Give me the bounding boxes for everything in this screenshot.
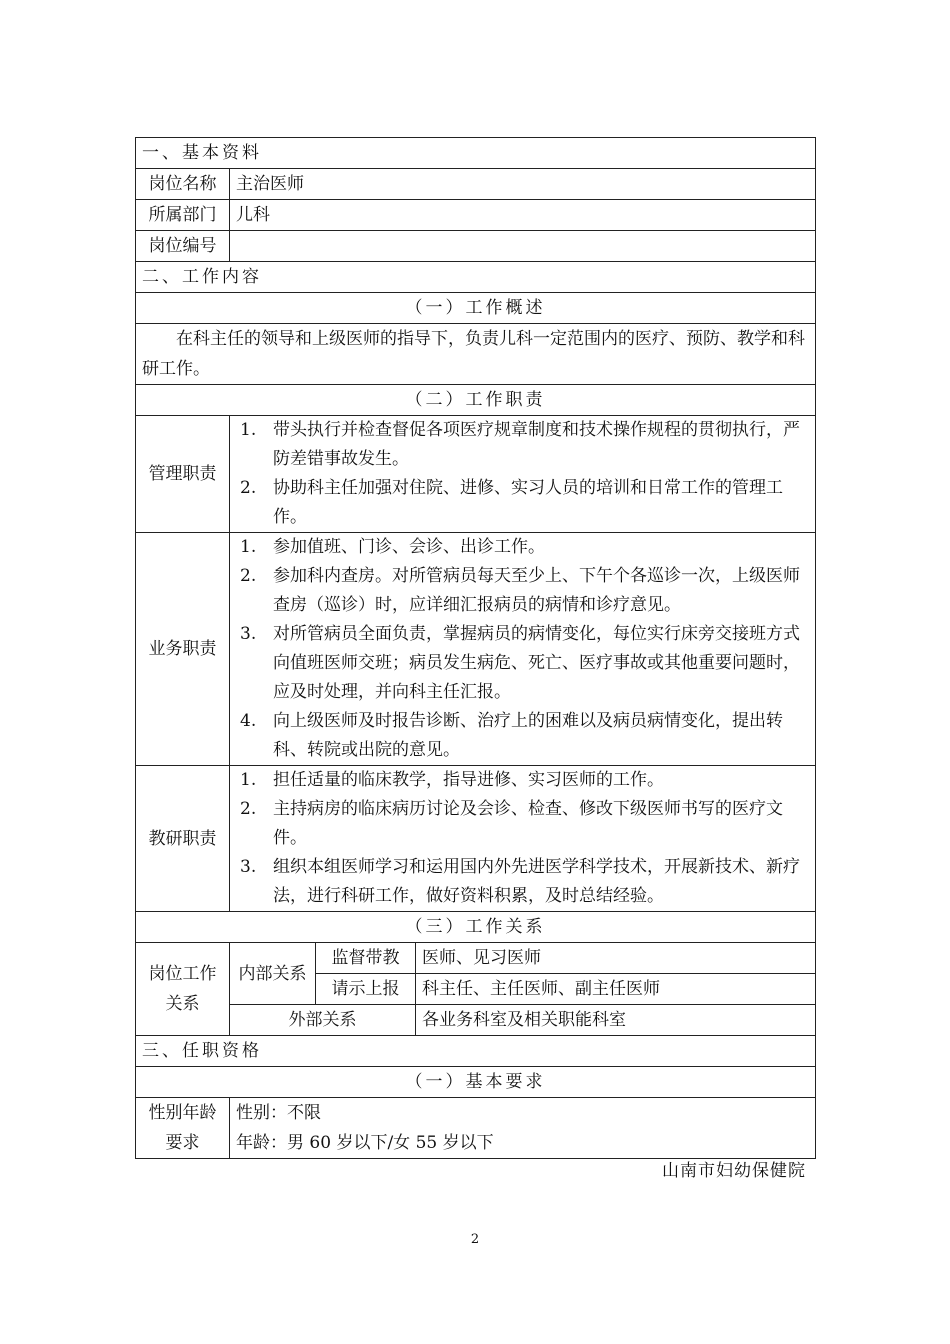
job-description-table bbox=[135, 137, 816, 1159]
list-item: 3. 对所管病员全面负责，掌握病员的病情变化，每位实行床旁交接班方式向值班医师交班；病员发生病危、死亡、医疗事故或其他重要问题时，应及时处理，并向科主任汇报。 bbox=[240, 624, 800, 702]
business-duties-cell bbox=[230, 533, 816, 766]
organization-name: 山南市妇幼保健院 bbox=[662, 1161, 806, 1181]
qualification-heading-row bbox=[136, 1036, 816, 1067]
management-duties-list bbox=[236, 416, 809, 532]
job-number-row bbox=[136, 231, 816, 262]
job-title-label: 岗位名称 bbox=[136, 169, 230, 200]
job-number-value bbox=[230, 231, 816, 262]
research-duties-row bbox=[136, 766, 816, 912]
management-duties-row bbox=[136, 416, 816, 533]
external-relations-value: 各业务科室及相关职能科室 bbox=[416, 1005, 816, 1036]
basic-info-heading-row bbox=[136, 138, 816, 169]
relations-label: 岗位工作关系 bbox=[136, 943, 230, 1036]
duties-title: （二）工作职责 bbox=[136, 385, 816, 416]
department-row bbox=[136, 200, 816, 231]
business-duties-label: 业务职责 bbox=[136, 533, 230, 766]
relations-row-supervise bbox=[136, 943, 816, 974]
basic-requirements-title-row bbox=[136, 1067, 816, 1098]
job-title-row bbox=[136, 169, 816, 200]
business-duties-list bbox=[236, 533, 809, 765]
overview-text: 在科主任的领导和上级医师的指导下，负责儿科一定范围内的医疗、预防、教学和科研工作。 bbox=[136, 324, 816, 385]
job-title-value: 主治医师 bbox=[230, 169, 816, 200]
supervise-label: 监督带教 bbox=[316, 943, 416, 974]
basic-requirements-title: （一）基本要求 bbox=[136, 1067, 816, 1098]
report-value: 科主任、主任医师、副主任医师 bbox=[416, 974, 816, 1005]
supervise-value: 医师、见习医师 bbox=[416, 943, 816, 974]
job-number-label: 岗位编号 bbox=[136, 231, 230, 262]
gender-age-row bbox=[136, 1098, 816, 1159]
external-relations-label: 外部关系 bbox=[230, 1005, 416, 1036]
research-duties-cell bbox=[230, 766, 816, 912]
work-content-heading-row bbox=[136, 262, 816, 293]
gender-age-cell bbox=[230, 1098, 816, 1159]
gender-age-label: 性别年龄要求 bbox=[136, 1098, 230, 1159]
internal-relations-label: 内部关系 bbox=[230, 943, 316, 1005]
department-label: 所属部门 bbox=[136, 200, 230, 231]
list-item: 1. 参加值班、门诊、会诊、出诊工作。 bbox=[240, 537, 545, 557]
relations-row-external bbox=[136, 1005, 816, 1036]
list-item: 2. 协助科主任加强对住院、进修、实习人员的培训和日常工作的管理工作。 bbox=[240, 478, 783, 527]
business-duties-row bbox=[136, 533, 816, 766]
list-item: 2. 主持病房的临床病历讨论及会诊、检查、修改下级医师书写的医疗文件。 bbox=[240, 799, 783, 848]
page-number: 2 bbox=[470, 1232, 480, 1247]
relations-title: （三）工作关系 bbox=[136, 912, 816, 943]
department-value: 儿科 bbox=[230, 200, 816, 231]
list-item: 3. 组织本组医师学习和运用国内外先进医学科学技术，开展新技术、新疗法，进行科研工作，做好资料积累，及时总结经验。 bbox=[240, 857, 800, 906]
age-requirement: 年龄：男 60 岁以下/女 55 岁以下 bbox=[236, 1133, 494, 1153]
research-duties-list bbox=[236, 766, 809, 911]
management-duties-cell bbox=[230, 416, 816, 533]
overview-title-row bbox=[136, 293, 816, 324]
overview-text-row bbox=[136, 324, 816, 385]
list-item: 2. 参加科内查房。对所管病员每天至少上、下午个各巡诊一次，上级医师查房（巡诊）时，应详细汇报病员的病情和诊疗意见。 bbox=[240, 566, 800, 615]
management-duties-label: 管理职责 bbox=[136, 416, 230, 533]
list-item: 1. 带头执行并检查督促各项医疗规章制度和技术操作规程的贯彻执行，严防差错事故发生。 bbox=[240, 420, 800, 469]
duties-title-row bbox=[136, 385, 816, 416]
relations-title-row bbox=[136, 912, 816, 943]
research-duties-label: 教研职责 bbox=[136, 766, 230, 912]
list-item: 1. 担任适量的临床教学，指导进修、实习医师的工作。 bbox=[240, 770, 664, 790]
gender-requirement: 性别：不限 bbox=[236, 1103, 321, 1123]
basic-info-heading: 一、基本资料 bbox=[136, 138, 816, 169]
report-label: 请示上报 bbox=[316, 974, 416, 1005]
list-item: 4. 向上级医师及时报告诊断、治疗上的困难以及病员病情变化，提出转科、转院或出院的意见。 bbox=[240, 711, 783, 760]
qualification-heading: 三、任职资格 bbox=[136, 1036, 816, 1067]
work-content-heading: 二、工作内容 bbox=[136, 262, 816, 293]
overview-title: （一）工作概述 bbox=[136, 293, 816, 324]
